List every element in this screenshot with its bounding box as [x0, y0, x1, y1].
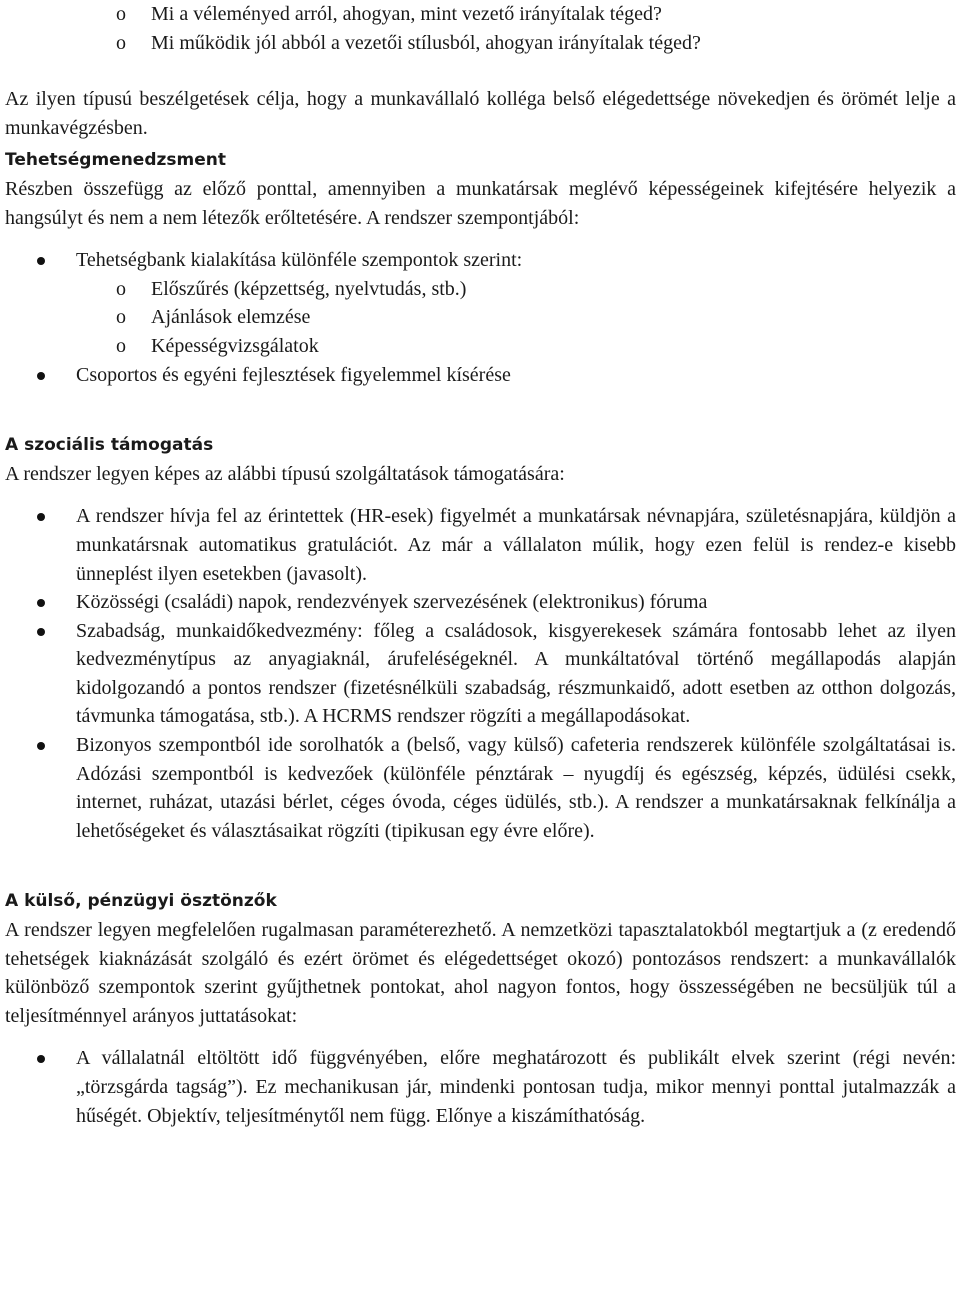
list-item: o Előszűrés (képzettség, nyelvtudás, stb.) [5, 275, 956, 304]
list-item: o Ajánlások elemzése [5, 303, 956, 332]
external-bullet-list [5, 1044, 956, 1130]
talent-paragraph: Részben összefügg az előző ponttal, amennyiben a munkatársak meglévő képességeinek kifejtésére helyezik a hangsúlyt és nem a nem létezők erőltetésére. A rendszer szempontjából: [5, 177, 956, 229]
top-sublist [5, 0, 956, 57]
bullet-marker [37, 1055, 45, 1063]
bullet-marker [37, 599, 45, 607]
sub-bullet-marker: o [116, 306, 126, 329]
list-item: Tehetségbank kialakítása különféle szempontok szerint: [5, 246, 956, 275]
sub-bullet-marker: o [116, 3, 126, 25]
talent-bullet-list [5, 246, 956, 389]
bullet-marker [37, 372, 45, 380]
sub-bullet-marker: o [116, 277, 126, 300]
intro-paragraph: Az ilyen típusú beszélgetések célja, hogy a munkavállaló kolléga belső elégedettsége növekedjen és örömét lelje a munkavégzésben. [5, 88, 956, 139]
list-item: Bizonyos szempontból ide sorolhatók a (belső, vagy külső) cafeteria rendszerek különféle szolgáltatásai is. Adózási szempontból is kedvezőek (különféle pénztárak – nyugdíj és egészség, képzés, üdülési csekk, internet, ruházat, utazási bérlet, céges óvoda, céges üdülés, stb.). A rendszer a munkatársaknak felkínálja a lehetőségeket és választásaikat rögzíti (tipikusan egy évre előre). [5, 731, 956, 845]
social-bullet-list [5, 502, 956, 845]
sub-bullet-marker: o [116, 334, 126, 357]
bullet-marker [37, 742, 45, 750]
list-item: A rendszer hívja fel az érintettek (HR-esek) figyelmét a munkatársak névnapjára, születésnapjára, küldjön a munkatársnak automatikus gratulációt. Az már a vállalaton múlik, hogy ezen felül is rendez-e kisebb ünneplést ilyen esetekben (javasolt). [5, 502, 956, 588]
list-item: Szabadság, munkaidőkedvezmény: főleg a családosok, kisgyerekesek számára fontosabb lehet az ilyen kedvezménytípus az anyagiaknál, árufeléségeknél. A munkáltatóval történő megállapodás alapján kidolgozandó a pontos rendszer (fizetésnélküli szabadság, részmunkaidő, adott esetben az otthon dolgozás, távmunka támogatása, stb.). A HCRMS rendszer rögzíti a megállapodásokat. [5, 617, 956, 731]
list-item: o Mi működik jól abból a vezetői stílusból, ahogyan irányítalak téged? [5, 29, 956, 58]
bullet-marker [37, 513, 45, 521]
section-heading-external: A külső, pénzügyi ösztönzők [5, 891, 277, 912]
social-paragraph: A rendszer legyen képes az alábbi típusú szolgáltatások támogatására: [5, 462, 565, 485]
external-paragraph: A rendszer legyen megfelelően rugalmasan paraméterezhető. A nemzetközi tapasztalatokból megtartjuk a (z eredendő tehetségek kiaknázását szolgáló és ezért örömet és elégedettséget okozó) pontozásos rendszert: a munkavállalók különböző szempontok szerint gyűjthetnek pontokat, ahol nagyon fontos, hogy összességében ne becsüljük túl a teljesítménnyel arányos juttatásokat: [5, 919, 956, 1027]
list-item: A vállalatnál eltöltött idő függvényében, előre meghatározott és publikált elvek szerint (régi nevén: „törzsgárda tagság”). Ez mechanikusan jár, mindenki pontosan tudja, mikor mennyi ponttal jutalmazzák a hűségét. Objektív, teljesítménytől nem függ. Előnye a kiszámíthatóság. [5, 1044, 956, 1130]
list-item: o Mi a véleményed arról, ahogyan, mint vezető irányítalak téged? [5, 0, 956, 29]
list-item: Csoportos és egyéni fejlesztések figyelemmel kísérése [5, 361, 956, 390]
list-item: o Képességvizsgálatok [5, 332, 956, 361]
sub-bullet-marker: o [116, 31, 126, 54]
section-heading-talent: Tehetségmenedzsment [5, 150, 226, 171]
bullet-marker [37, 628, 45, 636]
bullet-marker [37, 257, 45, 265]
list-item: Közösségi (családi) napok, rendezvények szervezésének (elektronikus) fóruma [5, 588, 956, 617]
section-heading-social: A szociális támogatás [5, 435, 214, 456]
